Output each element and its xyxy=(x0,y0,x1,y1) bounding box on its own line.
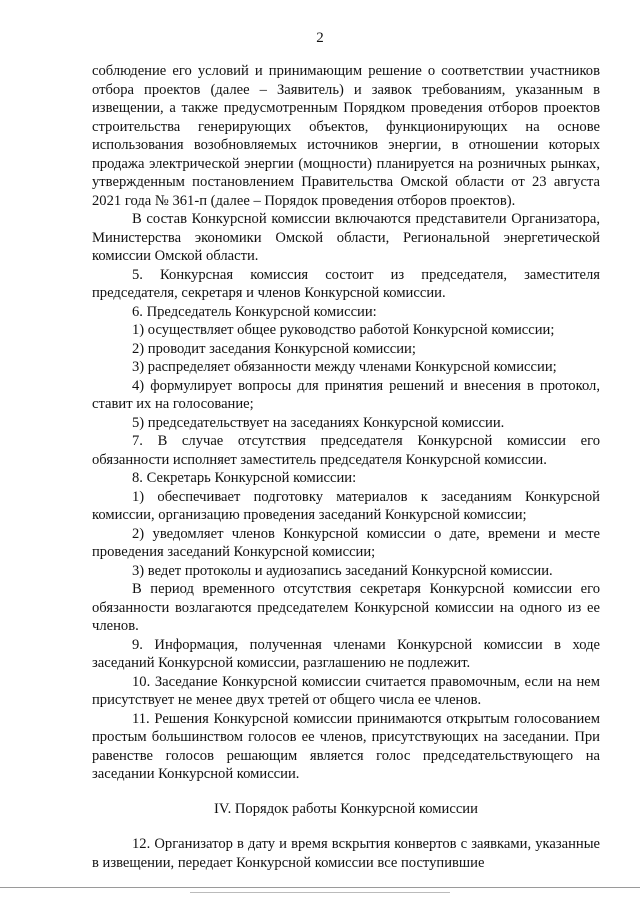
paragraph-secretary-absence: В период временного отсутствия секретаря Конкурсной комиссии его обязанности возлагаются председателем Конкурсной комиссии на одного из ее членов. xyxy=(92,581,600,634)
paragraph-item-6-1: 1) осуществляет общее руководство работой Конкурсной комиссии; xyxy=(132,322,555,338)
paragraph-item-8: 8. Секретарь Конкурсной комиссии: xyxy=(132,470,357,486)
footer-divider-short xyxy=(190,892,450,893)
paragraph-continuation: соблюдение его условий и принимающим решение о соответствии участников отбора проектов (далее – Заявитель) и заявок требованиям, указанным в извещении, а также предусмотренным Порядком проведения отборов проектов строительства генерирующих объектов, функционирующих на основе использования возобновляемых источников энергии, в отношении которых продажа электрической энергии (мощности) планируется на розничных рынках, утвержденным постановлением Правительства Омской области от 23 августа 2021 года № 361-п (далее – Порядок проведения отборов проектов). xyxy=(92,63,600,209)
footer-divider xyxy=(0,887,640,888)
paragraph-item-6-4: 4) формулирует вопросы для принятия решений и внесения в протокол, ставит их на голосование; xyxy=(92,377,600,412)
paragraph-item-12: 12. Организатор в дату и время вскрытия конвертов с заявками, указанные в извещении, передает Конкурсной комиссии все поступившие xyxy=(92,836,600,871)
paragraph-item-6-3: 3) распределяет обязанности между членами Конкурсной комиссии; xyxy=(132,359,557,375)
section-heading: IV. Порядок работы Конкурсной комиссии xyxy=(214,800,478,817)
page-number: 2 xyxy=(316,30,324,46)
paragraph-item-6-5: 5) председательствует на заседаниях Конкурсной комиссии. xyxy=(132,414,505,431)
paragraph-item-8-2: 2) уведомляет членов Конкурсной комиссии о дате, времени и месте проведения заседаний Конкурсной комиссии; xyxy=(92,525,600,560)
paragraph-item-5: 5. Конкурсная комиссия состоит из председателя, заместителя председателя, секретаря и членов Конкурсной комиссии. xyxy=(92,266,600,301)
paragraph-item-6-2: 2) проводит заседания Конкурсной комиссии; xyxy=(132,340,416,357)
paragraph-composition: В состав Конкурсной комиссии включаются представители Организатора, Министерства экономики Омской области, Региональной энергетической комиссии Омской области. xyxy=(92,211,600,264)
paragraph-item-8-3: 3) ведет протоколы и аудиозапись заседаний Конкурсной комиссии. xyxy=(132,562,553,579)
paragraph-item-10: 10. Заседание Конкурсной комиссии считается правомочным, если на нем присутствует не менее двух третей от общего числа ее членов. xyxy=(92,673,600,708)
paragraph-item-7: 7. В случае отсутствия председателя Конкурсной комиссии его обязанности исполняет заместитель председателя Конкурсной комиссии. xyxy=(92,433,600,468)
document-body xyxy=(92,62,600,872)
paragraph-item-11: 11. Решения Конкурсной комиссии принимаются открытым голосованием простым большинством голосов ее членов, присутствующих на заседании. При равенстве голосов решающим является голос председательствующего на заседании Конкурсной комиссии. xyxy=(92,710,600,782)
paragraph-item-9: 9. Информация, полученная членами Конкурсной комиссии в ходе заседаний Конкурсной комиссии, разглашению не подлежит. xyxy=(92,636,600,671)
paragraph-item-6: 6. Председатель Конкурсной комиссии: xyxy=(132,303,377,320)
paragraph-item-8-1: 1) обеспечивает подготовку материалов к заседаниям Конкурсной комиссии, организацию проведения заседаний Конкурсной комиссии; xyxy=(92,488,600,523)
